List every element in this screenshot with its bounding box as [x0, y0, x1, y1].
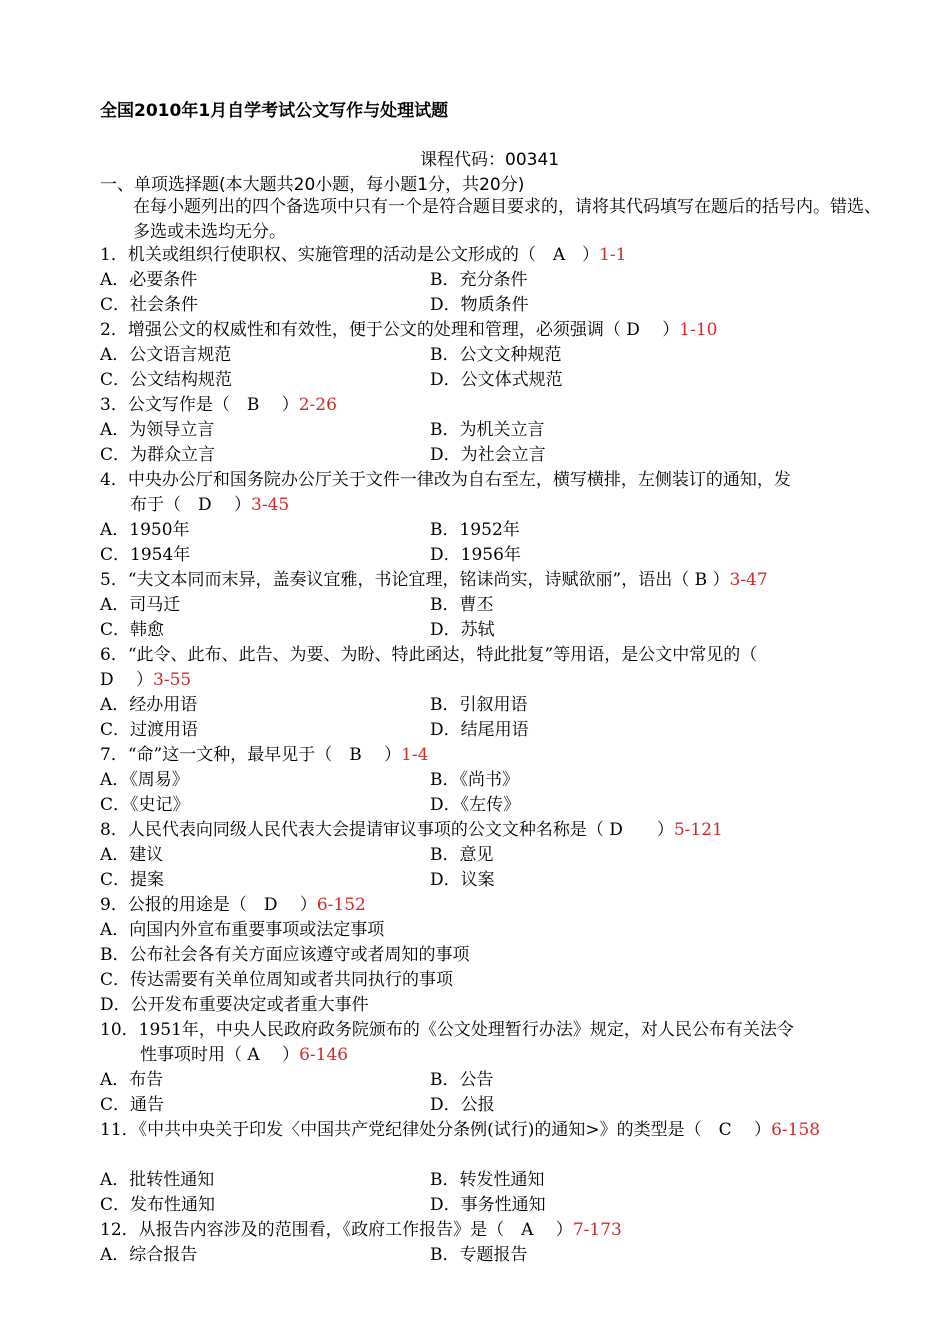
option: D．公开发布重要决定或者重大事件 [100, 995, 369, 1015]
question-stem: 5．“夫文本同而末异，盖奏议宜雅，书论宜理，铭诔尚实，诗赋欲丽”，语出（ B ）3-47 [100, 570, 768, 590]
page-reference: 6-158 [771, 1120, 821, 1140]
question-stem: 2．增强公文的权威性和有效性，便于公文的处理和管理，必须强调（ D ）1-10 [100, 320, 718, 340]
option: A．《周易》 [100, 770, 189, 790]
option: B．《尚书》 [430, 770, 519, 790]
page-reference: 6-152 [316, 895, 366, 915]
option: C．1954年 [100, 545, 191, 565]
question-stem: 10．1951年，中央人民政府政务院颁布的《公文处理暂行办法》规定，对人民公布有关法令 性事项时用（ A ）6-146 [100, 1020, 794, 1065]
question-stem: 4．中央办公厅和国务院办公厅关于文件一律改为自右至左，横写横排，左侧装订的通知，发 布于（ D ）3-45 [100, 470, 791, 515]
option: C．为群众立言 [100, 445, 216, 465]
option: B．专题报告 [430, 1245, 528, 1265]
option: B．公文文种规范 [430, 345, 562, 365]
question-stem: 8．人民代表向同级人民代表大会提请审议事项的公文文种名称是（ D ）5-121 [100, 820, 723, 840]
option: D．议案 [430, 870, 495, 890]
option: D．公文体式规范 [430, 370, 563, 390]
page-reference: 3-55 [153, 670, 192, 690]
option: D．事务性通知 [430, 1195, 546, 1215]
page-reference: 6-146 [299, 1045, 349, 1065]
option: C．传达需要有关单位周知或者共同执行的事项 [100, 970, 454, 990]
page-reference: 1-10 [679, 320, 718, 340]
option: B．曹丕 [430, 595, 494, 615]
question-stem: 3．公文写作是（ B ）2-26 [100, 395, 337, 415]
page-reference: 1-4 [401, 745, 429, 765]
option: C．公文结构规范 [100, 370, 233, 390]
option: B．1952年 [430, 520, 520, 540]
page-reference: 5-121 [673, 820, 723, 840]
option: B．引叙用语 [430, 695, 528, 715]
option: C．《史记》 [100, 795, 190, 815]
option: C．过渡用语 [100, 720, 199, 740]
option: C．提案 [100, 870, 165, 890]
option: A．必要条件 [100, 270, 198, 290]
question-stem: 6．“此令、此布、此告、为要、为盼、特此函达，特此批复”等用语，是公文中常见的（ D ）3-55 [100, 645, 758, 690]
option: A．综合报告 [100, 1245, 198, 1265]
option: A．为领导立言 [100, 420, 215, 440]
option: A．建议 [100, 845, 164, 865]
option: A．司马迁 [100, 595, 181, 615]
question-stem: 9．公报的用途是（ D ）6-152 [100, 895, 366, 915]
option: D．公报 [430, 1095, 495, 1115]
option: A．布告 [100, 1070, 164, 1090]
question-stem: 1．机关或组织行使职权、实施管理的活动是公文形成的（ A ）1-1 [100, 245, 627, 265]
question-stem: 7．“命”这一文种，最早见于（ B ）1-4 [100, 745, 429, 765]
option: C．韩愈 [100, 620, 165, 640]
option: D．物质条件 [430, 295, 529, 315]
course-code: 课程代码：00341 [420, 150, 560, 170]
option: B．转发性通知 [430, 1170, 545, 1190]
option: B．公告 [430, 1070, 494, 1090]
option: A．1950年 [100, 520, 190, 540]
page-reference: 3-45 [251, 495, 290, 515]
option: A．公文语言规范 [100, 345, 232, 365]
option: D．苏轼 [430, 620, 495, 640]
option: B．为机关立言 [430, 420, 545, 440]
question-stem: 11．《中共中央关于印发〈中国共产党纪律处分条例(试行)的通知>》的类型是（ C ）6-158 [100, 1120, 821, 1140]
page-reference: 2-26 [298, 395, 337, 415]
page-reference: 7-173 [572, 1220, 622, 1240]
option: D．《左传》 [430, 795, 521, 815]
page-reference: 3-47 [729, 570, 768, 590]
option: C．社会条件 [100, 295, 199, 315]
document-title: 全国2010年1月自学考试公文写作与处理试题 [100, 101, 449, 121]
option: C．发布性通知 [100, 1195, 216, 1215]
option: B．意见 [430, 845, 494, 865]
question-stem: 12．从报告内容涉及的范围看，《政府工作报告》是（ A ）7-173 [100, 1220, 622, 1240]
option: C．通告 [100, 1095, 165, 1115]
page-reference: 1-1 [599, 245, 627, 265]
option: B．充分条件 [430, 270, 528, 290]
option: D．1956年 [430, 545, 521, 565]
option: A．批转性通知 [100, 1170, 215, 1190]
option: A．向国内外宣布重要事项或法定事项 [100, 920, 385, 940]
section-heading: 一、单项选择题(本大题共20小题，每小题1分，共20分) [100, 175, 525, 195]
option: D．结尾用语 [430, 720, 529, 740]
option: A．经办用语 [100, 695, 198, 715]
instructions: 在每小题列出的四个备选项中只有一个是符合题目要求的，请将其代码填写在题后的括号内。错选、多选或未选均无分。 [133, 197, 881, 242]
option: D．为社会立言 [430, 445, 546, 465]
option: B．公布社会各有关方面应该遵守或者周知的事项 [100, 945, 470, 965]
